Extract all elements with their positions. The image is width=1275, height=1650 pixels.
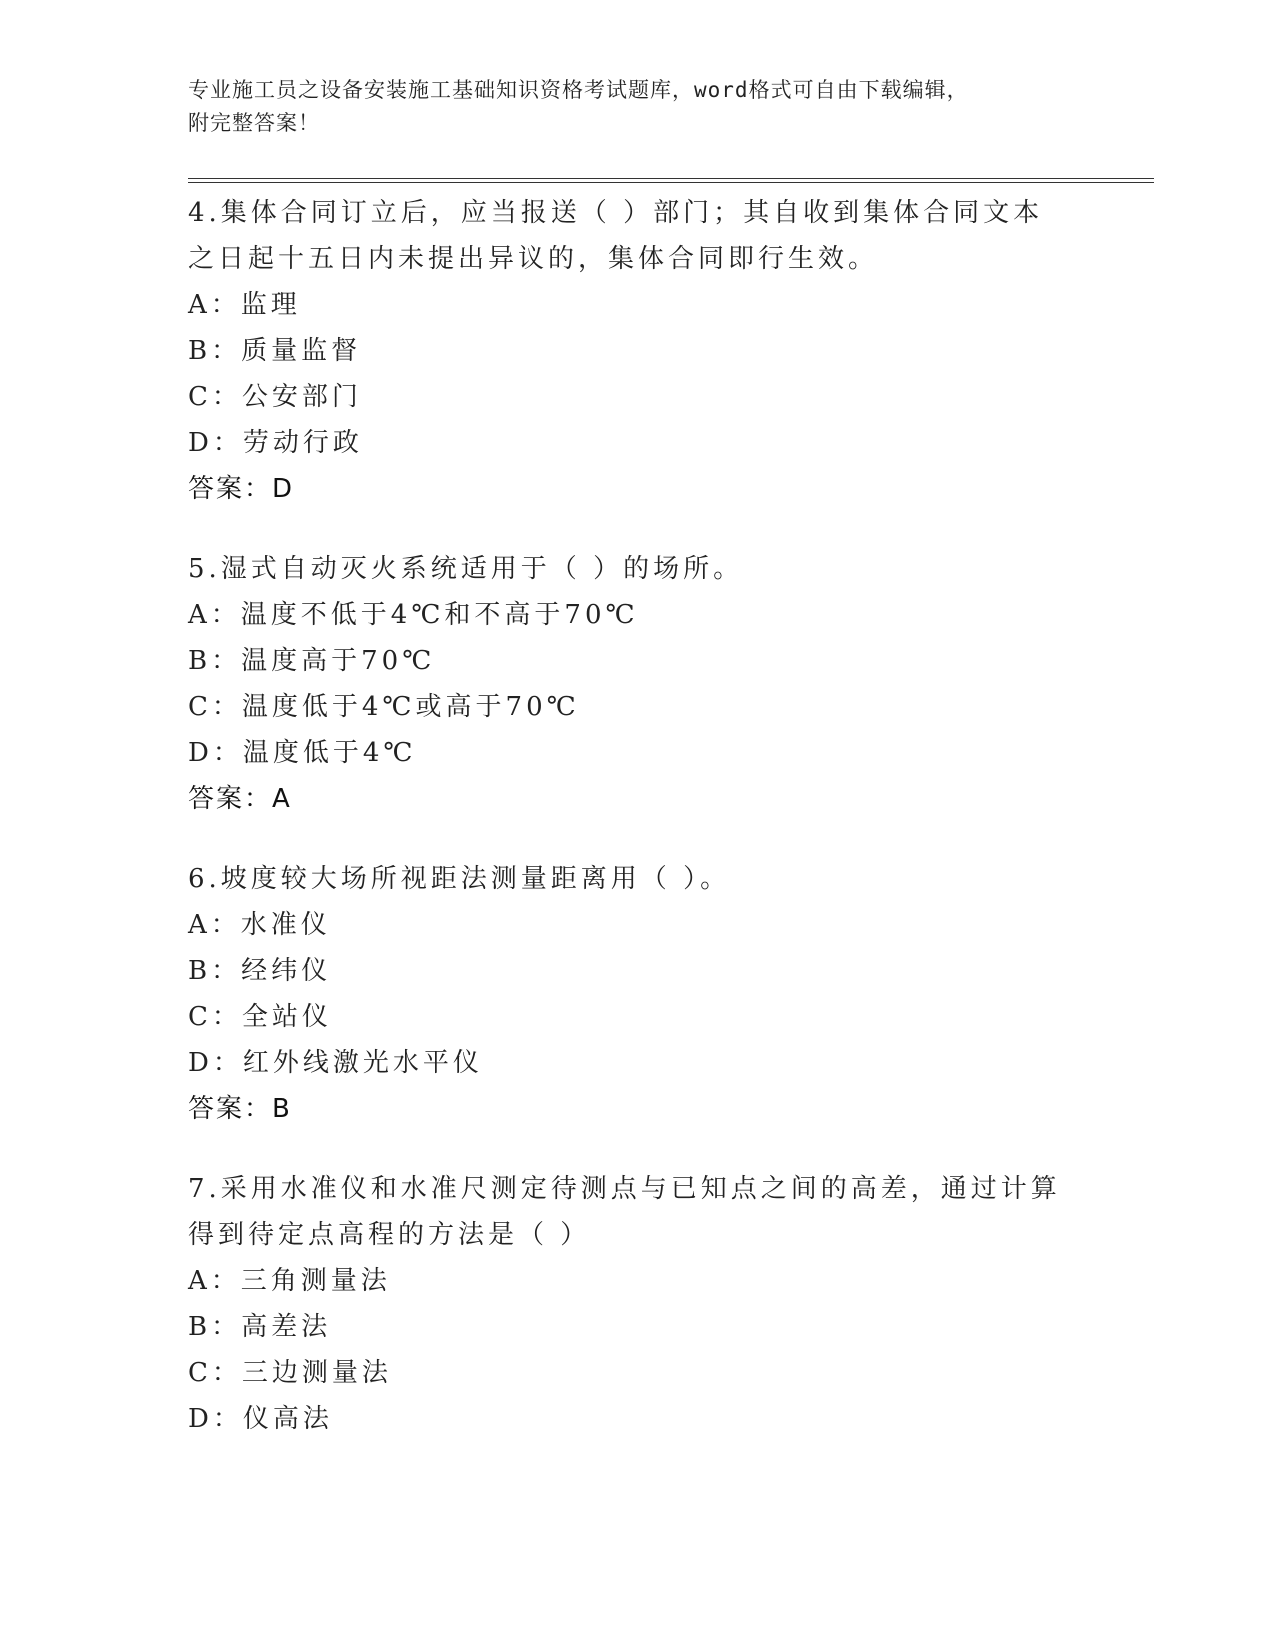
option-d: D：劳动行政 bbox=[188, 428, 363, 458]
answer-label: 答案：A bbox=[188, 784, 292, 814]
header-line-1: 专业施工员之设备安装施工基础知识资格考试题库，word格式可自由下载编辑， bbox=[188, 78, 969, 102]
question-title: 7.采用水准仪和水准尺测定待测点与已知点之间的高差，通过计算得到待定点高程的方法是（ ） bbox=[188, 1174, 1061, 1250]
option-b: B：高差法 bbox=[188, 1312, 332, 1342]
option-a: A：监理 bbox=[188, 290, 301, 320]
option-c: C：温度低于4℃或高于70℃ bbox=[188, 692, 580, 722]
answer-label: 答案：D bbox=[188, 474, 295, 504]
question-list bbox=[188, 190, 1088, 1476]
option-b: B：质量监督 bbox=[188, 336, 362, 366]
question-4 bbox=[188, 190, 1088, 512]
option-d: D：红外线激光水平仪 bbox=[188, 1048, 483, 1078]
option-c: C：全站仪 bbox=[188, 1002, 332, 1032]
question-7 bbox=[188, 1166, 1088, 1442]
question-title: 6.坡度较大场所视距法测量距离用（ ）。 bbox=[188, 864, 731, 894]
option-a: A：温度不低于4℃和不高于70℃ bbox=[188, 600, 639, 630]
header-divider-bottom bbox=[188, 182, 1154, 183]
question-5 bbox=[188, 546, 1088, 822]
header-line-2: 附完整答案！ bbox=[188, 111, 320, 135]
option-c: C：公安部门 bbox=[188, 382, 362, 412]
header-divider-top bbox=[188, 178, 1154, 179]
question-title: 4.集体合同订立后，应当报送（ ）部门；其自收到集体合同文本之日起十五日内未提出异议的，集体合同即行生效。 bbox=[188, 198, 1044, 274]
option-d: D：仪高法 bbox=[188, 1404, 333, 1434]
option-d: D：温度低于4℃ bbox=[188, 738, 417, 768]
option-a: A：水准仪 bbox=[188, 910, 331, 940]
answer-label: 答案：B bbox=[188, 1094, 292, 1124]
option-b: B：经纬仪 bbox=[188, 956, 332, 986]
option-a: A：三角测量法 bbox=[188, 1266, 391, 1296]
option-c: C：三边测量法 bbox=[188, 1358, 392, 1388]
question-6 bbox=[188, 856, 1088, 1132]
question-title: 5.湿式自动灭火系统适用于（ ）的场所。 bbox=[188, 554, 744, 584]
option-b: B：温度高于70℃ bbox=[188, 646, 436, 676]
document-header bbox=[188, 74, 1088, 140]
